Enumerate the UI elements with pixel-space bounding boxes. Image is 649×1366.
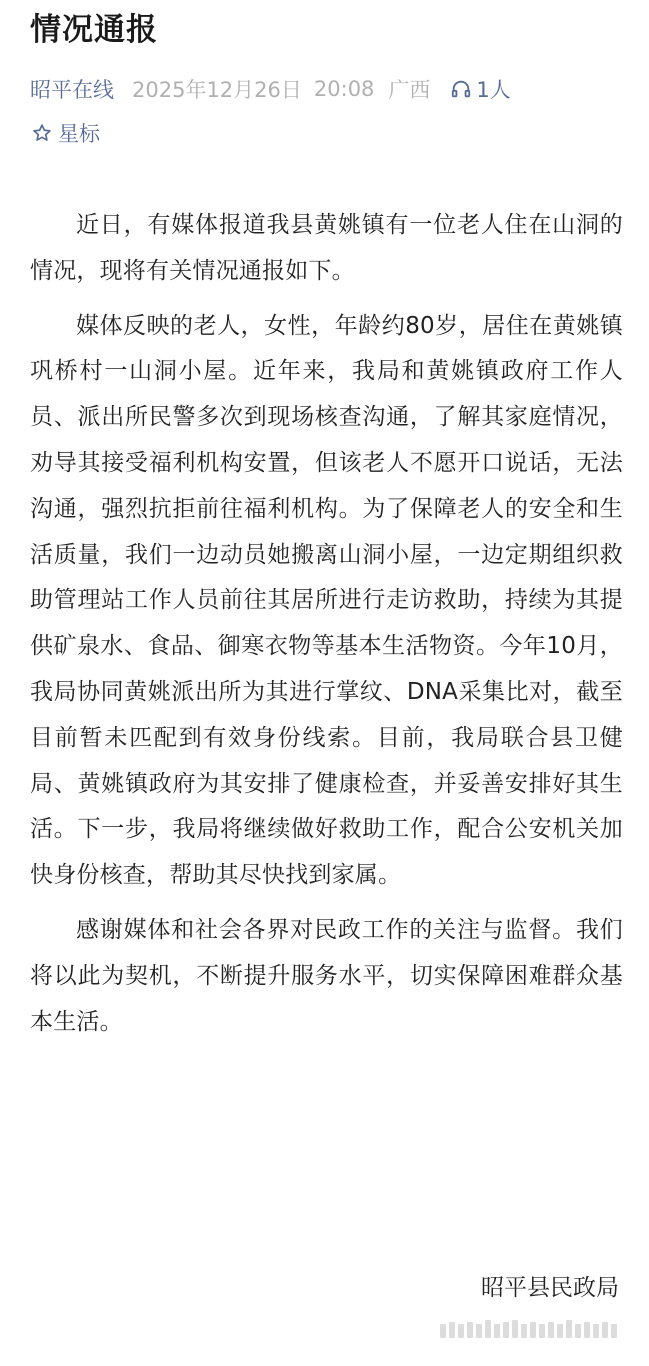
publish-time: 20:08	[313, 77, 375, 101]
paragraph-thanks: 感谢媒体和社会各界对民政工作的关注与监督。我们将以此为契机，不断提升服务水平，切实保障困难群众基本生活。	[30, 916, 623, 1035]
star-outline-icon	[32, 123, 52, 143]
account-name-link[interactable]: 昭平在线	[30, 78, 114, 102]
listen-button[interactable]	[450, 74, 510, 104]
watermark-decoration	[440, 1320, 617, 1338]
article-title: 情况通报	[30, 12, 158, 48]
publish-date: 2025年12月26日	[132, 78, 302, 102]
paragraph-intro: 近日，有媒体报道我县黄姚镇有一位老人住在山洞的情况，现将有关情况通报如下。	[30, 212, 623, 284]
publish-region: 广西	[388, 78, 431, 102]
star-label: 星标	[58, 122, 100, 146]
listen-count: 1人	[476, 78, 511, 102]
star-button[interactable]	[32, 118, 100, 148]
paragraph-details: 媒体反映的老人，女性，年龄约80岁，居住在黄姚镇巩桥村一山洞小屋。近年来，我局和黄姚镇政府工作人员、派出所民警多次到现场核查沟通，了解其家庭情况，劝导其接受福利机构安置，但该老人不愿开口说话，无法沟通，强烈抗拒前往福利机构。为了保障老人的安全和生活质量，我们一边动员她搬离山洞小屋，一边定期组织救助管理站工作人员前往其居所进行走访救助，持续为其提供矿泉水、食品、御寒衣物等基本生活物资。今年10月，我局协同黄姚派出所为其进行掌纹、DNA采集比对，截至目前暂未匹配到有效身份线索。目前，我局联合县卫健局、黄姚镇政府为其安排了健康检查，并妥善安排好其生活。下一步，我局将继续做好救助工作，配合公安机关加快身份核查，帮助其尽快找到家属。	[30, 312, 623, 889]
headphones-icon	[450, 78, 472, 100]
article-body	[30, 203, 623, 1054]
article-meta	[30, 74, 511, 104]
issuer-signature: 昭平县民政局	[481, 1275, 619, 1301]
